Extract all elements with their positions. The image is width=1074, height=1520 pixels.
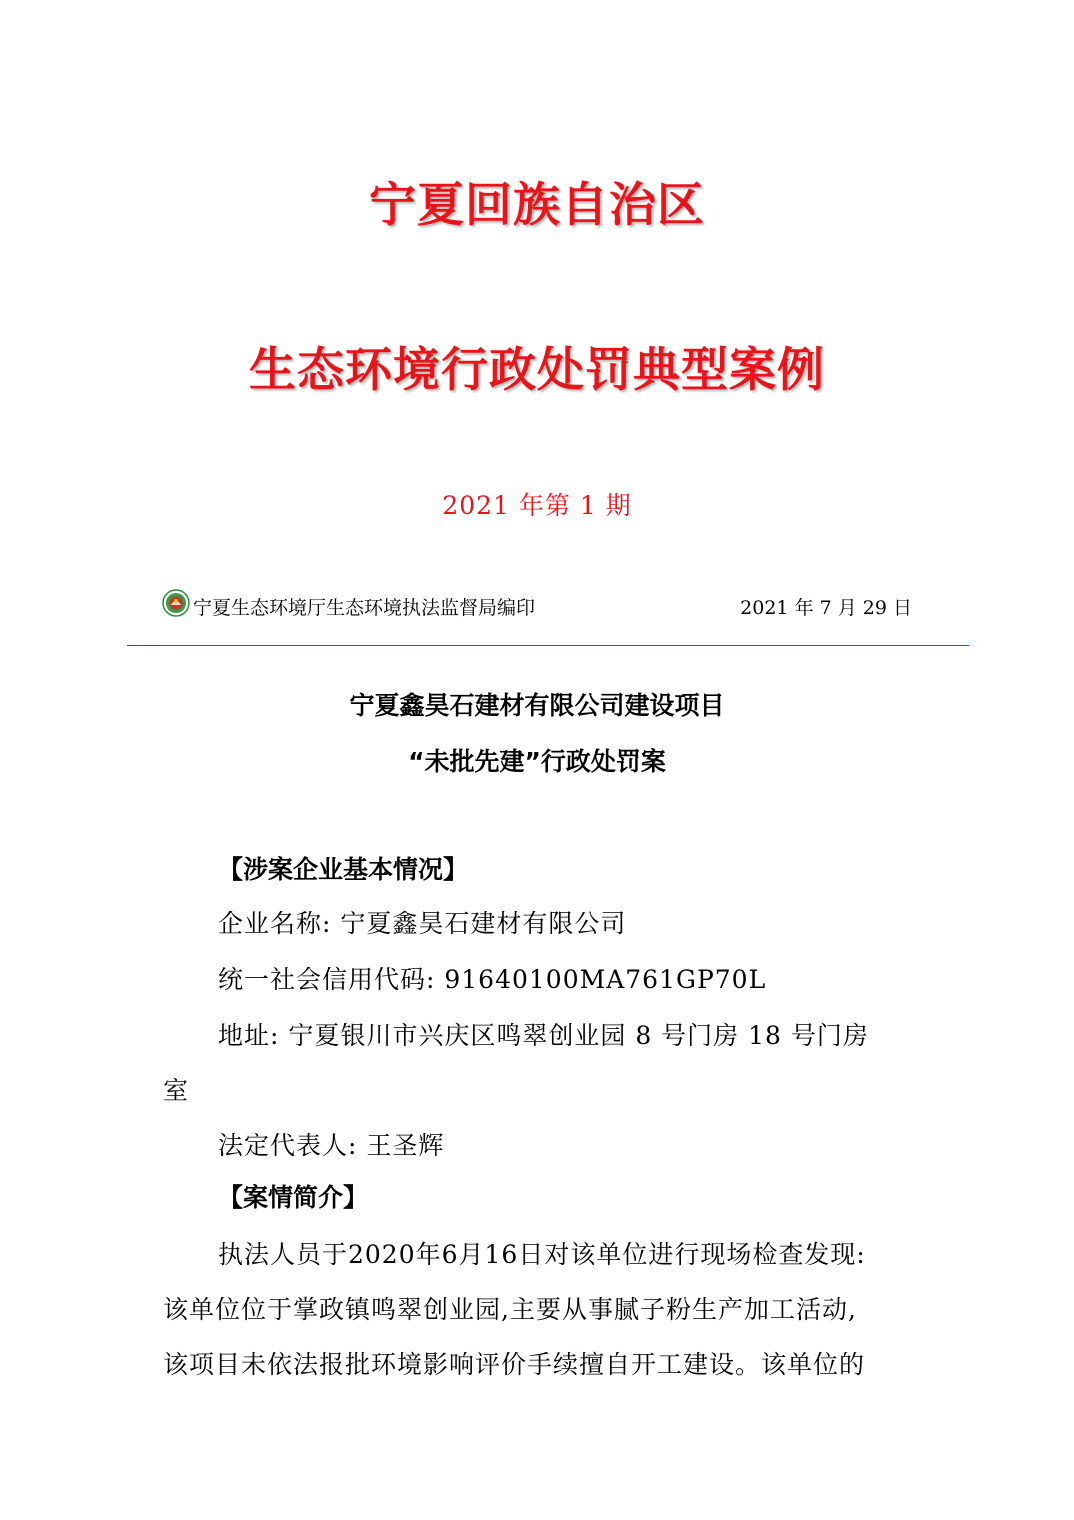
issue-number: 2021 年第 1 期 [442, 491, 632, 520]
section-heading-enterprise-info: 【涉案企业基本情况】 [218, 855, 469, 884]
case-title-line-1: 宁夏鑫昊石建材有限公司建设项目 [349, 691, 725, 720]
title-line-1: 宁夏回族自治区 [369, 178, 705, 233]
publisher-name: 宁夏生态环境厅生态环境执法监督局编印 [193, 597, 536, 619]
address-field-continued: 室 [163, 1076, 190, 1105]
company-name-field: 企业名称: 宁夏鑫昊石建材有限公司 [218, 909, 627, 938]
case-summary-line: 执法人员于2020年6月16日对该单位进行现场检查发现: [218, 1240, 866, 1269]
section-heading-case-summary: 【案情简介】 [218, 1183, 369, 1212]
header-divider [127, 645, 969, 646]
legal-representative-field: 法定代表人: 王圣辉 [218, 1131, 445, 1160]
address-field: 地址: 宁夏银川市兴庆区鸣翠创业园 8 号门房 18 号门房 [218, 1021, 869, 1050]
publisher-row [162, 589, 912, 623]
environment-emblem-icon [162, 589, 190, 617]
publication-date: 2021 年 7 月 29 日 [740, 597, 912, 619]
case-summary-line: 该单位位于掌政镇鸣翠创业园,主要从事腻子粉生产加工活动, [163, 1295, 857, 1324]
case-title-line-2: “未批先建”行政处罚案 [408, 747, 666, 776]
case-summary-line: 该项目未依法报批环境影响评价手续擅自开工建设。该单位的 [163, 1350, 866, 1379]
credit-code-field: 统一社会信用代码: 91640100MA761GP70L [218, 965, 767, 994]
title-line-2: 生态环境行政处罚典型案例 [249, 343, 825, 398]
